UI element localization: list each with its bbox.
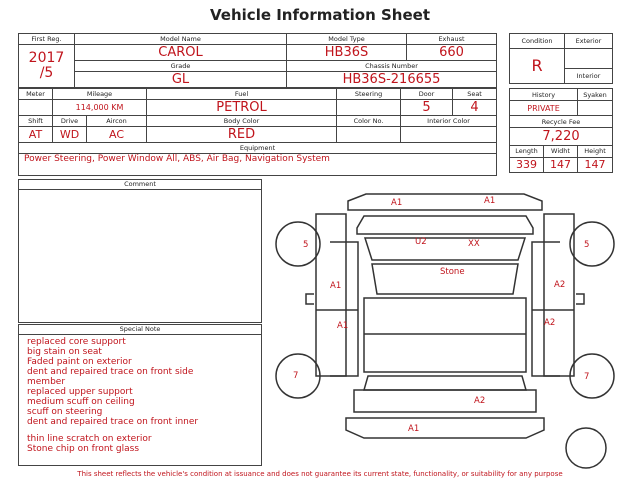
mark-left-door: A1 (337, 321, 349, 331)
special-note-line: big stain on seat (27, 347, 102, 357)
windshield-outline (365, 238, 525, 260)
body-color: RED (147, 127, 337, 143)
length-label: Length (510, 145, 544, 157)
exterior-label: Exterior (565, 34, 613, 49)
comment-box (18, 179, 262, 323)
special-note-box (18, 324, 262, 466)
height-label: Height (578, 145, 613, 157)
fuel: PETROL (147, 100, 337, 116)
shift: AT (19, 127, 53, 143)
chassis-label: Chassis Number (287, 61, 497, 72)
mark-u2: U2 (415, 237, 427, 247)
mark-tire-rear-left: 7 (293, 371, 299, 381)
length: 339 (510, 157, 544, 172)
recycle-label: Recycle Fee (510, 116, 613, 128)
model-info-table (18, 33, 497, 88)
mileage-label: Mileage (53, 89, 147, 100)
special-note-line: medium scuff on ceiling (27, 397, 135, 407)
width: 147 (544, 157, 578, 172)
first-reg-month: /5 (39, 65, 54, 81)
first-reg-year: 2017 (28, 50, 65, 66)
mark-right-door: A2 (544, 318, 556, 328)
rear-window-outline (364, 376, 526, 390)
mileage: 114,000 KM (53, 100, 147, 116)
first-reg-label: First Reg. (19, 34, 75, 45)
interior-color-label: Interior Color (401, 116, 497, 127)
shift-label: Shift (19, 116, 53, 127)
recycle-fee: 7,220 (510, 128, 613, 145)
chassis-number: HB36S-216655 (287, 72, 497, 88)
center-body-outline (364, 298, 526, 372)
special-note-line: scuff on steering (27, 407, 103, 417)
equipment-list: Power Steering, Power Window All, ABS, Air Bag, Navigation System (19, 154, 497, 176)
mark-front-right: A1 (484, 196, 496, 206)
history-label: History (510, 89, 578, 101)
mark-tire-front-left: 5 (303, 240, 309, 250)
seat-label: Seat (453, 89, 497, 100)
spec-table (18, 88, 497, 176)
door-label: Door (401, 89, 453, 100)
hood-outline (357, 216, 533, 234)
condition-label: Condition (510, 34, 565, 49)
tire-rear-right (570, 354, 614, 398)
aircon-label: Aircon (87, 116, 147, 127)
model-name: CAROL (75, 45, 287, 61)
page-title: Vehicle Information Sheet (210, 6, 430, 24)
exhaust-label: Exhaust (407, 34, 497, 45)
rear-bumper-outline (346, 418, 544, 438)
mark-right-fender: A2 (554, 280, 566, 290)
condition-grade: R (510, 48, 565, 83)
grade: GL (75, 72, 287, 88)
mark-stone: Stone (440, 267, 465, 277)
tire-front-right (570, 222, 614, 266)
mark-tire-front-right: 5 (584, 240, 590, 250)
door: 5 (401, 100, 453, 116)
mark-left-fender: A1 (330, 281, 342, 291)
mark-tire-rear-right: 7 (584, 372, 590, 382)
special-note-line: dent and repaired trace on front inner (27, 417, 199, 427)
special-note-line: replaced upper support (27, 387, 133, 397)
special-note-line: member (27, 377, 66, 387)
steering-label: Steering (337, 89, 401, 100)
syaken-label: Syaken (578, 89, 613, 101)
first-reg-value (19, 45, 75, 88)
car-damage-diagram (268, 176, 622, 470)
special-note-line: Faded paint on exterior (27, 357, 132, 367)
body-color-label: Body Color (147, 116, 337, 127)
special-note-line: thin line scratch on exterior (27, 434, 152, 444)
history: PRIVATE (510, 101, 578, 116)
rear-hatch-outline (354, 390, 536, 412)
comment-label: Comment (19, 180, 261, 190)
width-label: Widht (544, 145, 578, 157)
drive-label: Drive (53, 116, 87, 127)
disclaimer-footer: This sheet reflects the vehicle's condition at issuance and does not guarantee its current state, functionality, or suitability for any purpose (77, 470, 563, 478)
tire-front-left (276, 222, 320, 266)
interior-label: Interior (565, 69, 613, 84)
height: 147 (578, 157, 613, 172)
mark-front-left: A1 (391, 198, 403, 208)
grade-label: Grade (75, 61, 287, 72)
special-note-line (27, 427, 261, 434)
color-no-label: Color No. (337, 116, 401, 127)
left-side-outline (316, 214, 349, 376)
exhaust: 660 (407, 45, 497, 61)
spare-tire (566, 428, 606, 468)
model-name-label: Model Name (75, 34, 287, 45)
seat: 4 (453, 100, 497, 116)
mark-rear-bumper: A1 (408, 424, 420, 434)
special-note-label: Special Note (19, 325, 261, 335)
model-type: HB36S (287, 45, 407, 61)
mark-rear-hatch: A2 (474, 396, 486, 406)
special-note-line: dent and repaired trace on front side (27, 367, 194, 377)
special-note-line: replaced core support (27, 337, 126, 347)
condition-table (509, 33, 613, 84)
history-table (509, 88, 613, 173)
mark-xx: XX (468, 239, 480, 249)
special-note-list (19, 335, 261, 454)
drive: WD (53, 127, 87, 143)
front-bumper-outline (348, 194, 542, 210)
meter-label: Meter (19, 89, 53, 100)
fuel-label: Fuel (147, 89, 337, 100)
special-note-line: Stone chip on front glass (27, 444, 140, 454)
aircon: AC (87, 127, 147, 143)
right-side-outline (544, 214, 574, 376)
model-type-label: Model Type (287, 34, 407, 45)
equipment-label: Equipment (19, 143, 497, 154)
